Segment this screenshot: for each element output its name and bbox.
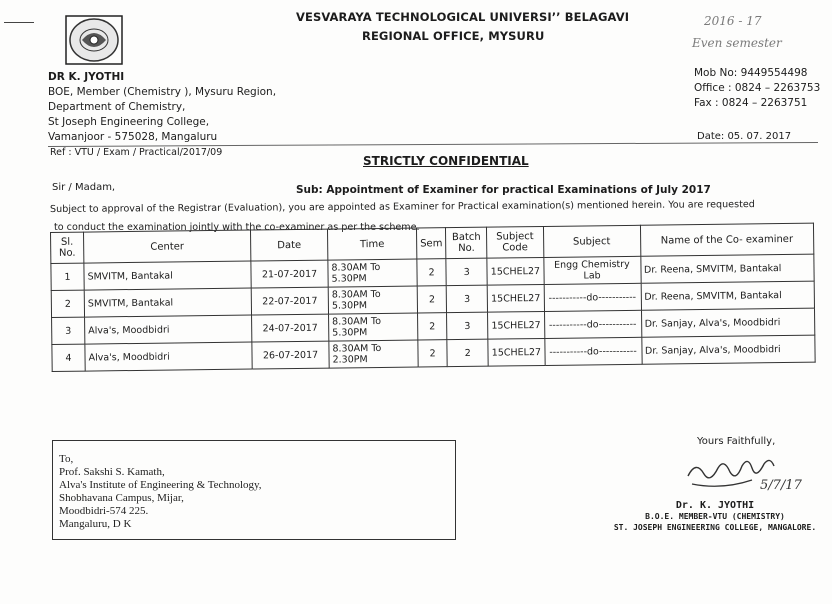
recipient-label: To, [59,453,74,465]
cell-sl-no: 1 [51,263,84,290]
cell-sl-no: 4 [52,344,85,371]
header-date: Date [250,229,327,261]
body-text-line2: to conduct the examination jointly with the co-examiner as per the scheme. [54,222,420,233]
body-text-line1: Subject to approval of the Registrar (Evaluation), you are appointed as Examiner for Practical examination(s) mentioned herein. You are requested [50,199,755,215]
header-time: Time [327,228,416,260]
seal-college: ST. JOSEPH ENGINEERING COLLEGE, MANGALORE. [613,523,817,532]
cell-batch-no: 3 [446,285,487,312]
cell-center: Alva's, Moodbidri [85,342,252,371]
cell-batch-no: 3 [446,258,487,285]
cell-time: 8.30AM To 5.30PM [329,313,418,341]
recipient-district: Mangaluru, D K [59,518,132,530]
cell-date: 22-07-2017 [251,287,328,315]
cell-co-examiner: Dr. Sanjay, Alva's, Moodbidri [641,308,815,337]
cell-subject-code: 15CHEL27 [488,311,545,339]
mobile-number: Mob No: 9449554498 [694,67,808,79]
cell-subject-code: 15CHEL27 [487,284,544,312]
handwritten-year: 2016 - 17 [704,14,762,28]
cell-sem: 2 [417,286,447,313]
recipient-city: Moodbidri-574 225. [59,505,149,517]
header-subject: Subject [543,225,640,257]
handwritten-semester: Even semester [692,36,782,50]
sender-role: BOE, Member (Chemistry ), Mysuru Region, [48,86,277,98]
cell-date: 24-07-2017 [252,314,329,342]
cell-subject: Engg Chemistry Lab [543,256,640,284]
signatory-seal [600,500,830,533]
cell-sl-no: 2 [51,290,84,317]
salutation: Sir / Madam, [52,182,116,193]
confidential-heading: STRICTLY CONFIDENTIAL [363,154,529,168]
cell-co-examiner: Dr. Reena, SMVITM, Bantakal [641,281,815,310]
recipient-name: Prof. Sakshi S. Kamath, [59,466,165,478]
cell-sl-no: 3 [52,317,85,344]
office-phone: Office : 0824 – 2263753 [694,82,821,94]
cell-time: 8.30AM To 5.30PM [328,259,417,287]
cell-center: Alva's, Moodbidri [85,315,252,344]
cell-date: 21-07-2017 [251,260,328,288]
header-sl-no: Sl. No. [51,232,84,263]
recipient-box [52,440,456,540]
subject-line: Sub: Appointment of Examiner for practical Examinations of July 2017 [296,184,711,196]
cell-sem: 2 [417,259,447,286]
reference-number: Ref : VTU / Exam / Practical/2017/09 [50,147,223,158]
sender-block [48,70,276,145]
header-batch-no: Batch No. [446,227,487,258]
header-co-examiner: Name of the Co- examiner [640,223,814,256]
header-center: Center [84,230,251,263]
recipient-institute: Alva's Institute of Engineering & Technology, [59,479,262,491]
vtu-logo [62,14,126,66]
cell-co-examiner: Dr. Sanjay, Alva's, Moodbidri [641,335,815,364]
examination-schedule-table [50,223,816,372]
cell-subject: -----------do----------- [544,310,641,338]
header-sem: Sem [416,228,446,259]
regional-office: REGIONAL OFFICE, MYSURU [362,29,545,43]
header-subject-code: Subject Code [487,226,544,258]
cell-subject-code: 15CHEL27 [488,338,545,366]
cell-sem: 2 [418,313,448,340]
cell-sem: 2 [418,340,448,367]
closing-text: Yours Faithfully, [697,436,776,447]
cell-subject: -----------do----------- [544,283,641,311]
contact-block [694,66,820,111]
seal-position: B.O.E. MEMBER-VTU (CHEMISTRY) [645,512,785,521]
sender-dept: Department of Chemistry, [48,101,186,113]
cell-subject-code: 15CHEL27 [487,257,544,285]
letter-date: Date: 05. 07. 2017 [697,131,792,142]
university-name: VESVARAYA TECHNOLOGICAL UNIVERSI’’ BELAGAVI [296,10,630,24]
cell-center: SMVITM, Bantakal [84,261,251,290]
cell-time: 8.30AM To 5.30PM [328,286,417,314]
fax-number: Fax : 0824 – 2263751 [694,97,808,109]
cell-time: 8.30AM To 2.30PM [329,340,418,368]
seal-name: Dr. K. JYOTHI [675,500,755,511]
sender-address: Vamanjoor - 575028, Mangaluru [48,131,218,143]
recipient-campus: Shobhavana Campus, Mijar, [59,492,184,504]
cell-center: SMVITM, Bantakal [84,288,251,317]
cell-co-examiner: Dr. Reena, SMVITM, Bantakal [640,254,814,283]
cell-date: 26-07-2017 [252,341,329,369]
signature-date: 5/7/17 [760,478,802,493]
cell-batch-no: 2 [447,339,488,366]
sender-name: DR K. JYOTHI [48,71,125,83]
cell-subject: -----------do----------- [544,337,641,365]
corner-mark [4,22,34,23]
sender-college: St Joseph Engineering College, [48,116,210,128]
cell-batch-no: 3 [447,312,488,339]
